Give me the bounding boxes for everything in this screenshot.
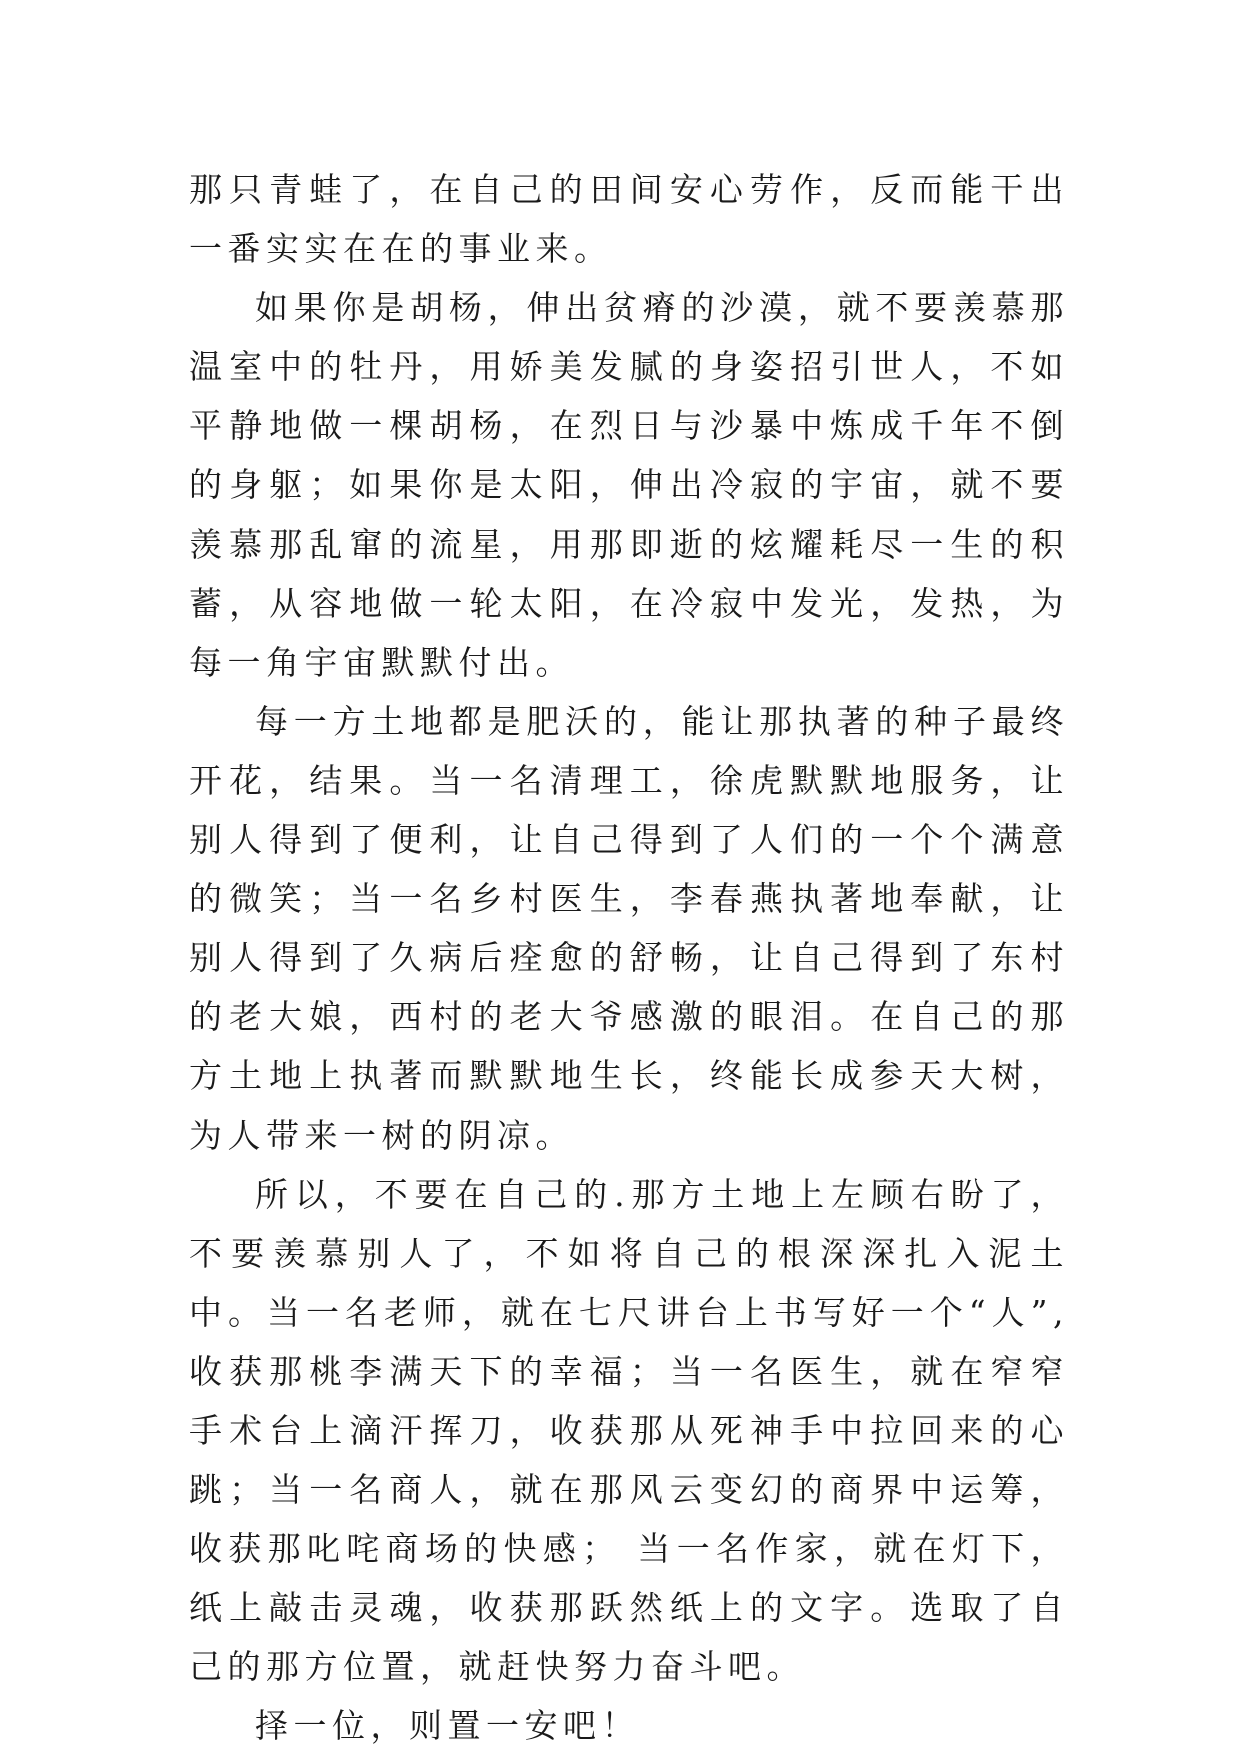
paragraph-3: 每一方土地都是肥沃的，能让那执著的种子最终开花，结果。当一名清理工，徐虎默默地服务，让别人得到了便利，让自己得到了人们的一个个满意的微笑；当一名乡村医生，李春燕执著地奉献，让别人得到了久病后痊愈的舒畅，让自己得到了东村的老大娘，西村的老大爷感激的眼泪。在自己的那方土地上执著而默默地生长，终能长成参天大树，为人带来一树的阴凉。 bbox=[189, 701, 1069, 1155]
paragraph-1: 那只青蛙了，在自己的田间安心劳作，反而能干出一番实实在在的事业来。 bbox=[189, 170, 1069, 269]
paragraph-2: 如果你是胡杨，伸出贫瘠的沙漠，就不要羡慕那温室中的牡丹，用娇美发腻的身姿招引世人，不如平静地做一棵胡杨，在烈日与沙暴中炼成千年不倒的身躯；如果你是太阳，伸出冷寂的宇宙，就不要羡慕那乱窜的流星，用那即逝的炫耀耗尽一生的积蓄，从容地做一轮太阳，在冷寂中发光，发热，为每一角宇宙默默付出。 bbox=[189, 288, 1069, 682]
paragraph-4: 所以，不要在自己的.那方土地上左顾右盼了，不要羡慕别人了，不如将自己的根深深扎入泥土中。当一名老师，就在七尺讲台上书写好一个“人”,收获那桃李满天下的幸福；当一名医生，就在窄窄手术台上滴汗挥刀，收获那从死神手中拉回来的心跳；当一名商人，就在那风云变幻的商界中运筹，收获那叱咤商场的快感； 当一名作家，就在灯下，纸上敲击灵魂，收获那跃然纸上的文字。选取了自己的那方位置，就赶快努力奋斗吧。 bbox=[189, 1174, 1069, 1687]
document-body bbox=[189, 160, 1069, 1756]
paragraph-5: 择一位，则置一安吧！ bbox=[255, 1706, 640, 1746]
